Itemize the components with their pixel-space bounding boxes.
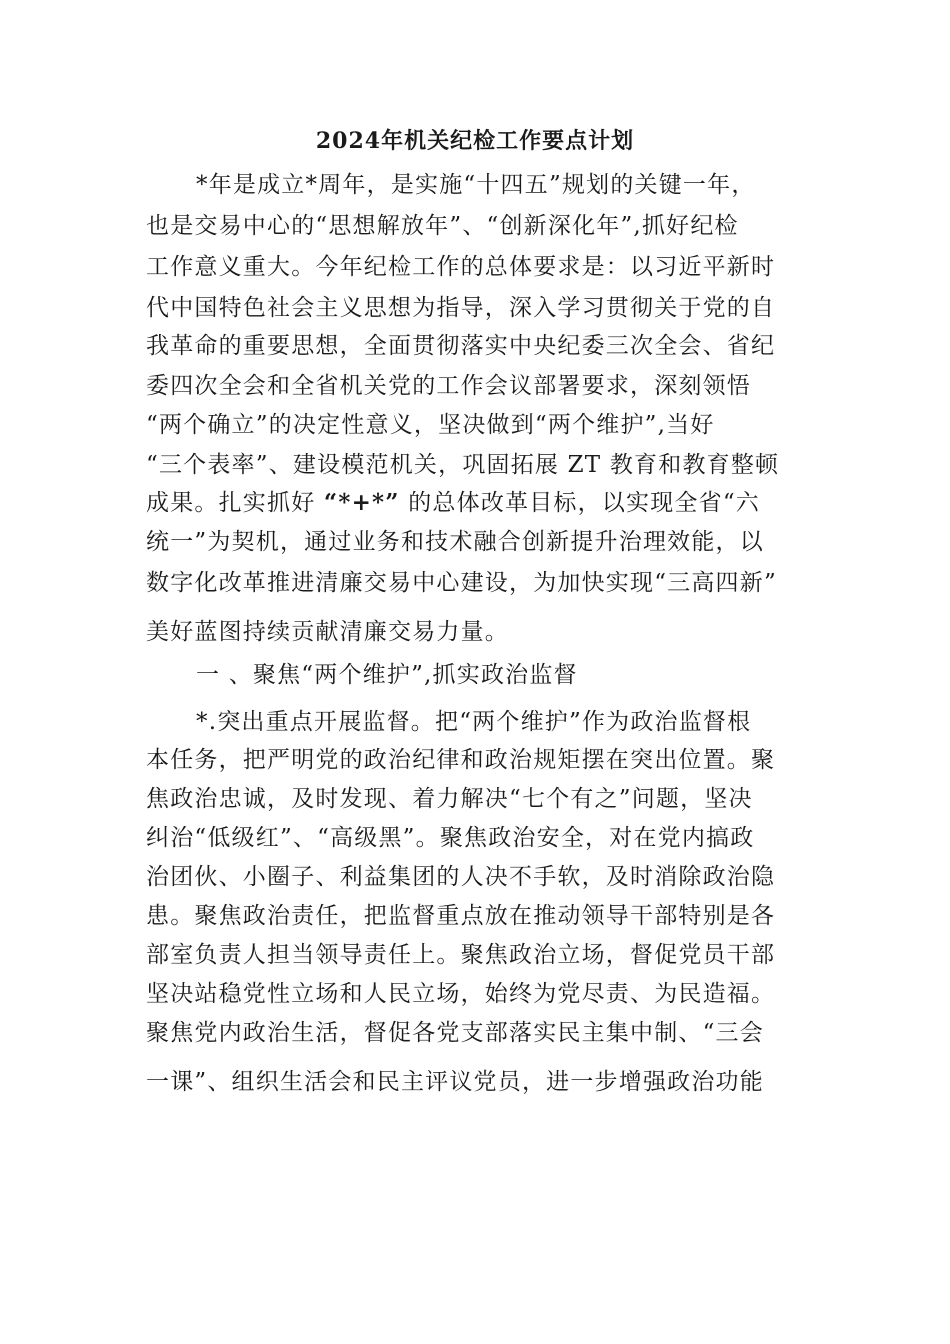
- section-1-line-3: 焦政治忠诚，及时发现、着力解决“七个有之”问题，坚决: [146, 786, 753, 812]
- intro-line-7: “两个确立”的决定性意义，坚决做到“两个维护”,当好: [146, 412, 715, 438]
- intro-line-5: 我革命的重要思想，全面贯彻落实中央纪委三次全会、省纪: [146, 333, 776, 359]
- document-title: 2024年机关纪检工作要点计划: [315, 128, 635, 154]
- intro-line-6: 委四次全会和全省机关党的工作会议部署要求，深刻领悟: [146, 373, 751, 399]
- section-1-line-9: 聚焦党内政治生活，督促各党支部落实民主集中制、“三会: [146, 1020, 764, 1046]
- intro-line-9-text-a: 成果。扎实抓好: [146, 490, 324, 516]
- section-1-line-8: 坚决站稳党性立场和人民立场，始终为党尽责、为民造福。: [146, 981, 776, 1007]
- section-1-line-4: 纠治“低级红”、“高级黑”。聚焦政治安全，对在党内搞政: [146, 825, 755, 851]
- intro-line-4: 代中国特色社会主义思想为指导，深入学习贯彻关于党的自: [146, 295, 776, 321]
- intro-line-9: [146, 488, 806, 518]
- intro-line-10: 统一”为契机，通过业务和技术融合创新提升治理效能，以: [146, 529, 764, 555]
- section-1-line-6: 患。聚焦政治责任，把监督重点放在推动领导干部特别是各: [146, 903, 776, 929]
- intro-line-2: 也是交易中心的“思想解放年”、“创新深化年”,抓好纪检: [146, 213, 739, 239]
- section-1-line-7: 部室负责人担当领导责任上。聚焦政治立场，督促党员干部: [146, 942, 776, 968]
- intro-line-11: 数字化改革推进清廉交易中心建设，为加快实现“三高四新”: [146, 570, 777, 596]
- section-1-line-1: *.突出重点开展监督。把“两个维护”作为政治监督根: [196, 709, 752, 735]
- section-1-heading: 一 、聚焦“两个维护”,抓实政治监督: [196, 662, 578, 688]
- section-1-line-5: 治团伙、小圈子、利益集团的人决不手软，及时消除政治隐: [146, 864, 776, 890]
- intro-line-1: *年是成立*周年，是实施“十四五”规划的关键一年，: [196, 172, 756, 198]
- intro-line-9-text-b: 的总体改革目标，以实现全省“六: [399, 490, 760, 516]
- section-1-line-2: 本任务，把严明党的政治纪律和政治规矩摆在突出位置。聚: [146, 747, 776, 773]
- intro-line-9-bold-mark: “*+*”: [323, 489, 400, 516]
- section-1-line-10: 一课”、组织生活会和民主评议党员，进一步增强政治功能: [146, 1069, 764, 1095]
- intro-line-12: 美好蓝图持续贡献清廉交易力量。: [146, 619, 509, 645]
- intro-line-8: “三个表率”、建设模范机关，巩固拓展 ZT 教育和教育整顿: [146, 452, 780, 478]
- intro-line-3: 工作意义重大。今年纪检工作的总体要求是：以习近平新时: [146, 254, 776, 280]
